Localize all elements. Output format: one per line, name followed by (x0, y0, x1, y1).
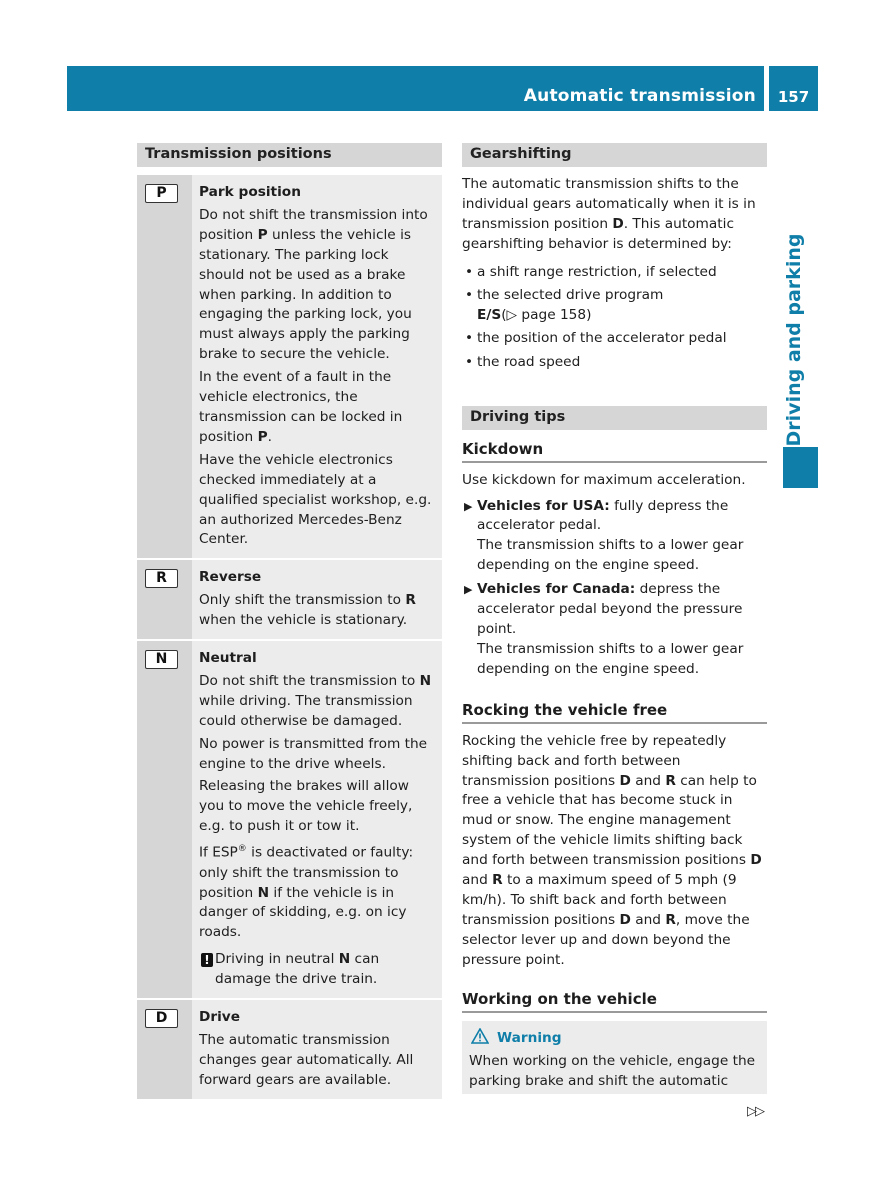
transmission-positions-table (137, 175, 442, 1099)
damage-note (199, 950, 438, 990)
right-column (462, 143, 767, 1094)
position-row-r (137, 558, 442, 639)
kickdown-step-canada: ▶ Vehicles for Canada: depress the accelerator pedal beyond the pressure point. The transmission shifts to a lower gear depending on the engine speed. (464, 581, 744, 677)
damage-note-text: Driving in neutral N can damage the drive train. (215, 951, 380, 988)
kickdown-step-usa: ▶ Vehicles for USA: fully depress the accelerator pedal. The transmission shifts to a lower gear depending on the engine speed. (464, 497, 744, 574)
subheading-working: Working on the vehicle (462, 990, 767, 1013)
position-title: Neutral (199, 650, 257, 667)
position-title: Reverse (199, 569, 262, 586)
gearshifting-intro: The automatic transmission shifts to the individual gears automatically when it is in transmission position D. This automatic gearshifting behavior is determined by: (462, 176, 756, 252)
position-key-d: D (145, 1009, 178, 1028)
section-heading-transmission-positions: Transmission positions (137, 143, 442, 167)
list-item: • a shift range restriction, if selected (462, 263, 767, 283)
gearshifting-list (462, 263, 767, 373)
side-tab-marker (783, 447, 818, 488)
position-paragraph: The automatic transmission changes gear automatically. All forward gears are available. (199, 1032, 414, 1088)
section-heading-driving-tips: Driving tips (462, 406, 767, 430)
step-arrow-icon: ▶ (464, 583, 473, 597)
warning-box (462, 1021, 767, 1095)
page-number: 157 (777, 88, 810, 106)
list-item: • the road speed (462, 353, 767, 373)
position-paragraph: No power is transmitted from the engine to the drive wheels. (199, 735, 428, 772)
warning-triangle-icon (471, 1028, 489, 1048)
page-number-box (769, 66, 818, 111)
position-paragraph: Have the vehicle electronics checked immediately at a qualified specialist workshop, e.g. an authorized Mercedes-Benz Center. (199, 451, 432, 548)
left-column (137, 143, 442, 1099)
position-paragraph: In the event of a fault in the vehicle electronics, the transmission can be locked in position P. (199, 369, 403, 445)
page-header-bar (67, 66, 764, 111)
chapter-title: Automatic transmission (523, 86, 756, 106)
position-row-n (137, 639, 442, 998)
position-key-p: P (145, 184, 178, 203)
warning-text: When working on the vehicle, engage the parking brake and shift the automatic (469, 1052, 756, 1089)
position-paragraph: Do not shift the transmission to N while driving. The transmission could otherwise be damaged. (199, 672, 432, 729)
position-paragraph: Only shift the transmission to R when the vehicle is stationary. (199, 592, 416, 629)
position-title: Park position (199, 184, 301, 200)
continue-marker: ▷▷ (747, 1104, 763, 1119)
section-heading-gearshifting: Gearshifting (462, 143, 767, 167)
subheading-rocking: Rocking the vehicle free (462, 701, 767, 724)
position-row-d (137, 998, 442, 1099)
position-paragraph: Releasing the brakes will allow you to move the vehicle freely, e.g. to push it or tow it. (199, 778, 413, 835)
subheading-kickdown: Kickdown (462, 440, 767, 463)
warning-label: Warning (497, 1029, 562, 1046)
position-title: Drive (199, 1009, 241, 1026)
list-item: • the position of the accelerator pedal (462, 329, 767, 349)
position-paragraph: If ESP® is deactivated or faulty: only shift the transmission to position N if the vehicle is in danger of skidding, e.g. on icy roads. (199, 844, 414, 941)
exclamation-icon: ! (201, 953, 213, 967)
position-key-r: R (145, 569, 178, 588)
position-row-p (137, 175, 442, 558)
side-tab (760, 233, 828, 447)
rocking-text: Rocking the vehicle free by repeatedly shifting back and forth between transmission positions D and R can help to free a vehicle that has become stuck in mud or snow. The engine management system of the vehicle limits shifting back and forth between transmission positions D and R to a maximum speed of 5 mph (9 km/h). To shift back and forth between transmission positions D and R, move the selector lever up and down beyond the pressure point. (462, 732, 762, 968)
step-arrow-icon: ▶ (464, 499, 473, 513)
position-paragraph: Do not shift the transmission into position P unless the vehicle is stationary. The parking lock should not be used as a brake when parking. In addition to engaging the parking lock, you must always apply the parking brake to secure the vehicle. (199, 206, 428, 363)
side-tab-label: Driving and parking (783, 233, 805, 447)
list-item: • the selected drive program E/S(▷ page 158) (462, 286, 767, 326)
position-key-n: N (145, 650, 178, 669)
kickdown-intro: Use kickdown for maximum acceleration. (462, 471, 746, 488)
